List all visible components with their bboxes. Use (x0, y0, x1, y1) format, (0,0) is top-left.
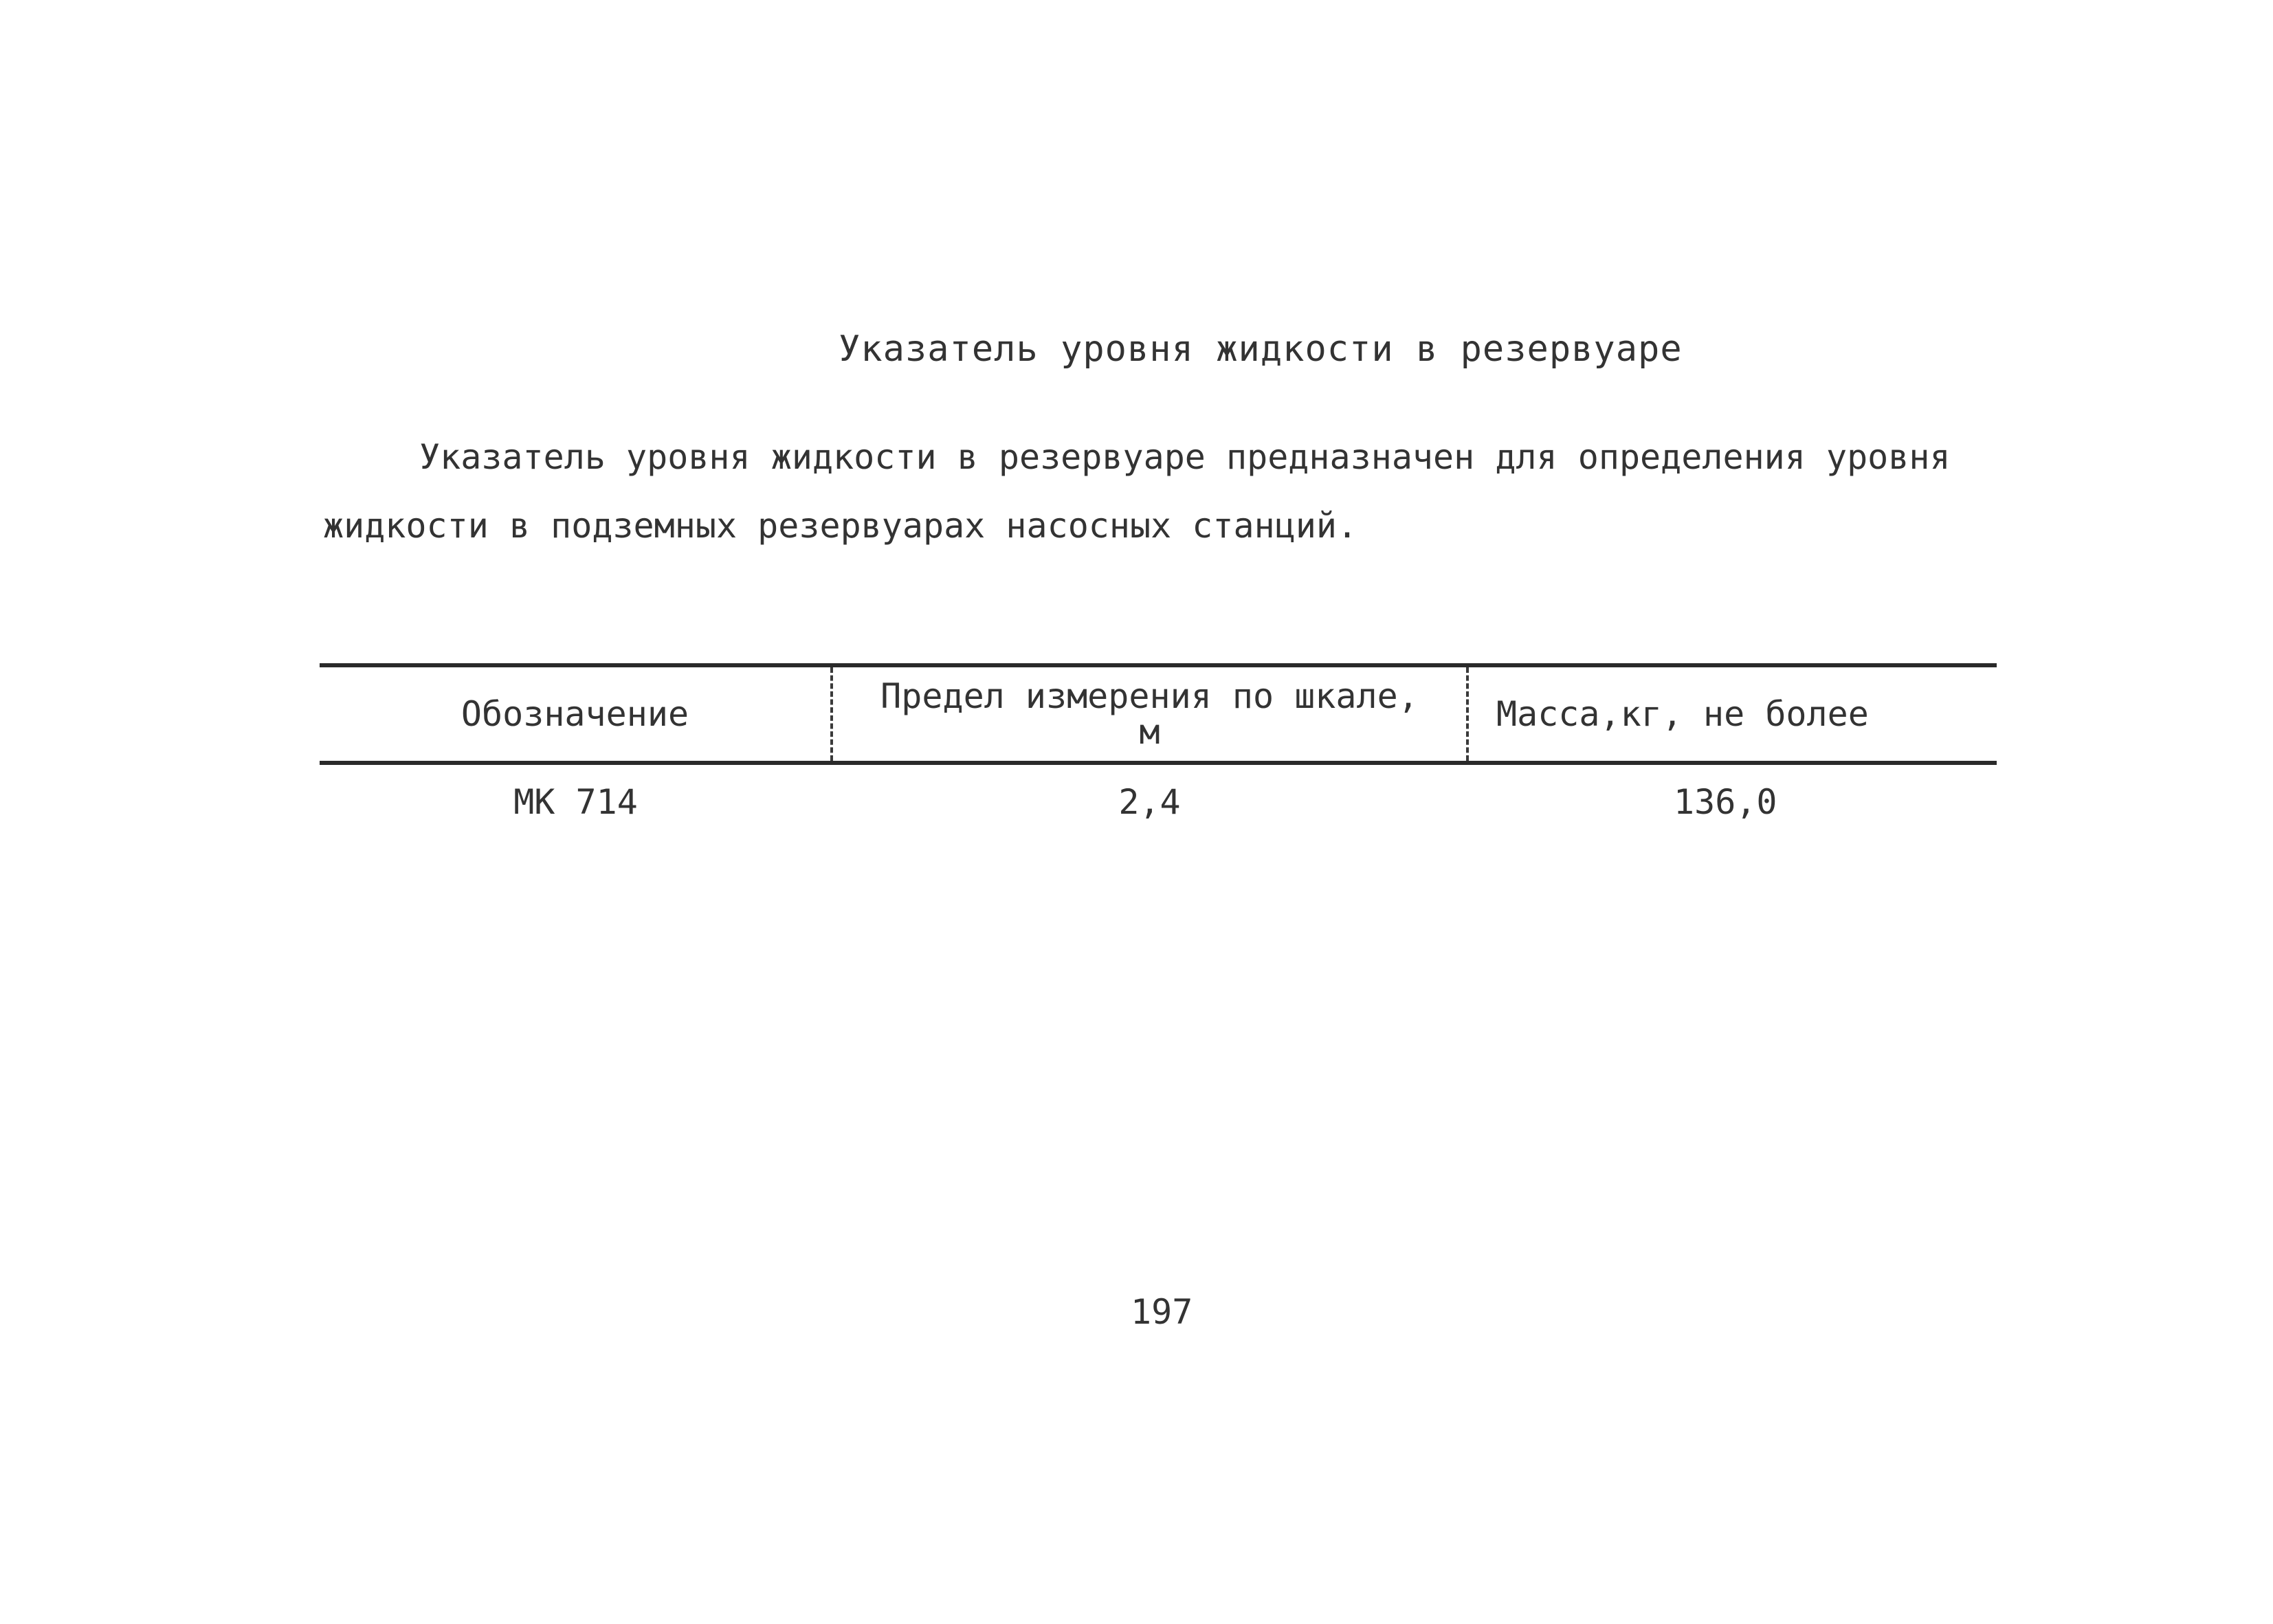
header-measurement-limit-line1: Предел измерения по шкале, (880, 676, 1419, 716)
cell-measurement-limit: 2,4 (1118, 781, 1181, 822)
document-title: Указатель уровня жидкости в резервуаре (839, 329, 1683, 370)
description-paragraph: Указатель уровня жидкости в резервуаре предназначен для определения уровня жидкости в подземных резервуарах насосных станций. (323, 437, 1951, 546)
table-row (320, 763, 1997, 838)
cell-designation: МК 714 (513, 781, 638, 822)
specification-table (320, 663, 1997, 838)
cell-mass: 136,0 (1674, 781, 1777, 822)
header-measurement-limit-unit: м (1139, 712, 1160, 752)
header-mass: Масса,кг, не более (1467, 665, 1997, 763)
header-measurement-limit (832, 665, 1467, 763)
header-designation: Обозначение (461, 694, 689, 734)
page-number: 197 (1131, 1292, 1193, 1332)
table-header-row (320, 665, 1997, 763)
